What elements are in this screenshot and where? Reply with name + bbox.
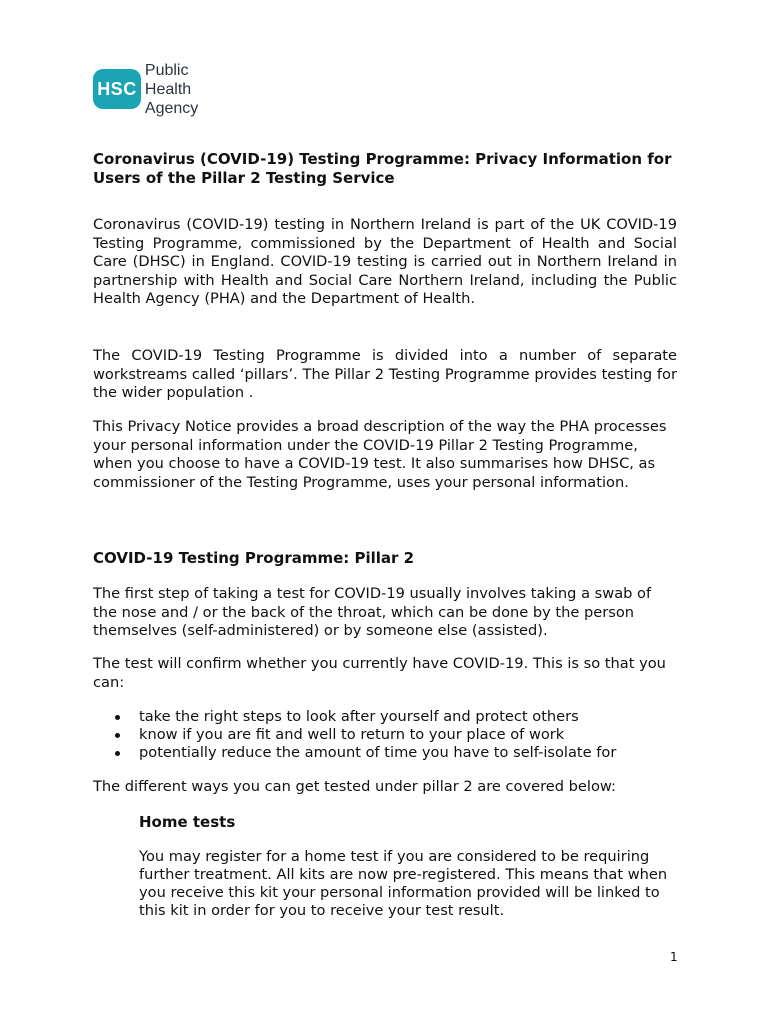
subsection-paragraph: You may register for a home test if you are considered to be requiring further treatment. All kits are now pre-registered. This means that when you receive this kit your personal information provided will be linked to this kit in order for you to receive your test result. bbox=[139, 848, 668, 919]
list-item: take the right steps to look after yourself and protect others bbox=[93, 708, 677, 726]
list-item: potentially reduce the amount of time you have to self-isolate for bbox=[93, 744, 677, 762]
section-paragraph-2: The test will confirm whether you currently have COVID-19. This is so that you can: bbox=[93, 655, 666, 691]
reasons-list bbox=[93, 708, 677, 762]
section-heading: COVID-19 Testing Programme: Pillar 2 bbox=[93, 549, 415, 567]
ways-intro: The different ways you can get tested under pillar 2 are covered below: bbox=[93, 778, 616, 795]
logo-line-2: Agency bbox=[144, 99, 199, 117]
logo-line-1: Public Health bbox=[144, 61, 192, 98]
intro-paragraph-3: This Privacy Notice provides a broad description of the way the PHA processes your personal information under the COVID-19 Pillar 2 Testing Programme, when you choose to have a COVID-19 test. It also summarises how DHSC, as commissioner of the Testing Programme, uses your personal information. bbox=[93, 418, 667, 491]
hsc-badge: HSC bbox=[93, 69, 141, 109]
page-number: 1 bbox=[670, 950, 678, 964]
intro-paragraph-1: Coronavirus (COVID-19) testing in Northern Ireland is part of the UK COVID-19 Testing Programme, commissioned by the Department of Health and Social Care (DHSC) in England. COVID-19 testing is carried out in Northern Ireland in partnership with Health and Social Care Northern Ireland, including the Public Health Agency (PHA) and the Department of Health. bbox=[93, 216, 677, 308]
hsc-logo bbox=[93, 61, 239, 117]
intro-paragraph-2: The COVID-19 Testing Programme is divided into a number of separate workstreams called ‘pillars’. The Pillar 2 Testing Programme provides testing for the wider population . bbox=[93, 347, 677, 402]
document-title: Coronavirus (COVID-19) Testing Programme: Privacy Information for Users of the Pillar 2 Testing Service bbox=[93, 150, 672, 187]
section-paragraph-1: The first step of taking a test for COVID-19 usually involves taking a swab of the nose and / or the back of the throat, which can be done by the person themselves (self-administered) or by someone else (assisted). bbox=[93, 585, 652, 640]
list-item: know if you are fit and well to return to your place of work bbox=[93, 726, 677, 744]
logo-text bbox=[145, 61, 239, 118]
subsection-heading: Home tests bbox=[139, 813, 236, 831]
